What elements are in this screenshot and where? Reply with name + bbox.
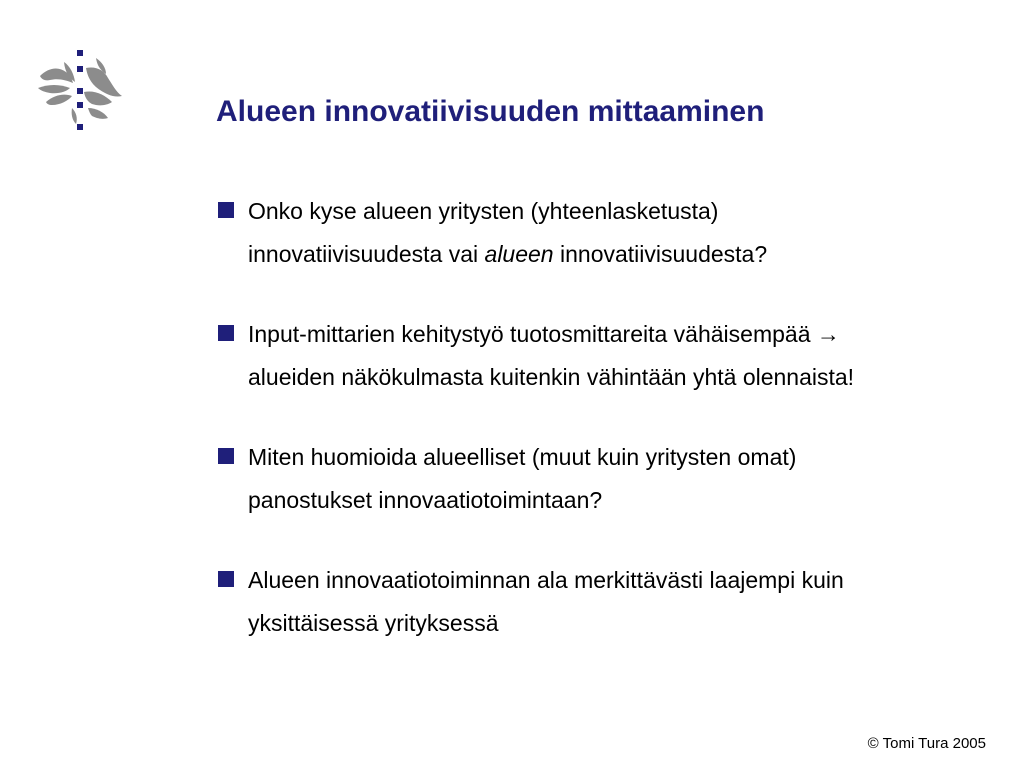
bullet-list [216,190,1016,682]
bullet-line [248,313,1016,356]
bullet-line: Alueen innovaatiotoiminnan ala merkittävästi laajempi kuin [248,567,844,593]
bullet-line: panostukset innovaatiotoimintaan? [248,487,603,513]
square-bullet-icon [218,571,234,587]
bullet-text: innovatiivisuudesta? [553,241,768,267]
bullet-line: alueiden näkökulmasta kuitenkin vähintään yhtä olennaista! [248,364,855,390]
bullet-line: yksittäisessä yrityksessä [248,610,499,636]
bullet-line [248,233,1016,276]
copyright-footer: © Tomi Tura 2005 [867,735,986,752]
square-bullet-icon [218,202,234,218]
university-flame-logo-icon [36,48,126,136]
bullet-item [216,559,1016,645]
square-bullet-icon [218,448,234,464]
bullet-line: Onko kyse alueen yritysten (yhteenlasketusta) [248,198,719,224]
bullet-item [216,190,1016,276]
bullet-text: innovatiivisuudesta vai [248,241,485,267]
bullet-line: Miten huomioida alueelliset (muut kuin yritysten omat) [248,444,797,470]
emphasized-text: alueen [484,241,554,267]
bullet-text: Input-mittarien kehitystyö tuotosmittareita vähäisempää [248,321,817,347]
square-bullet-icon [218,325,234,341]
bullet-item [216,313,1016,399]
right-arrow-icon: → [816,321,840,347]
bullet-item [216,436,1016,522]
slide-title: Alueen innovatiivisuuden mittaaminen [216,95,765,128]
